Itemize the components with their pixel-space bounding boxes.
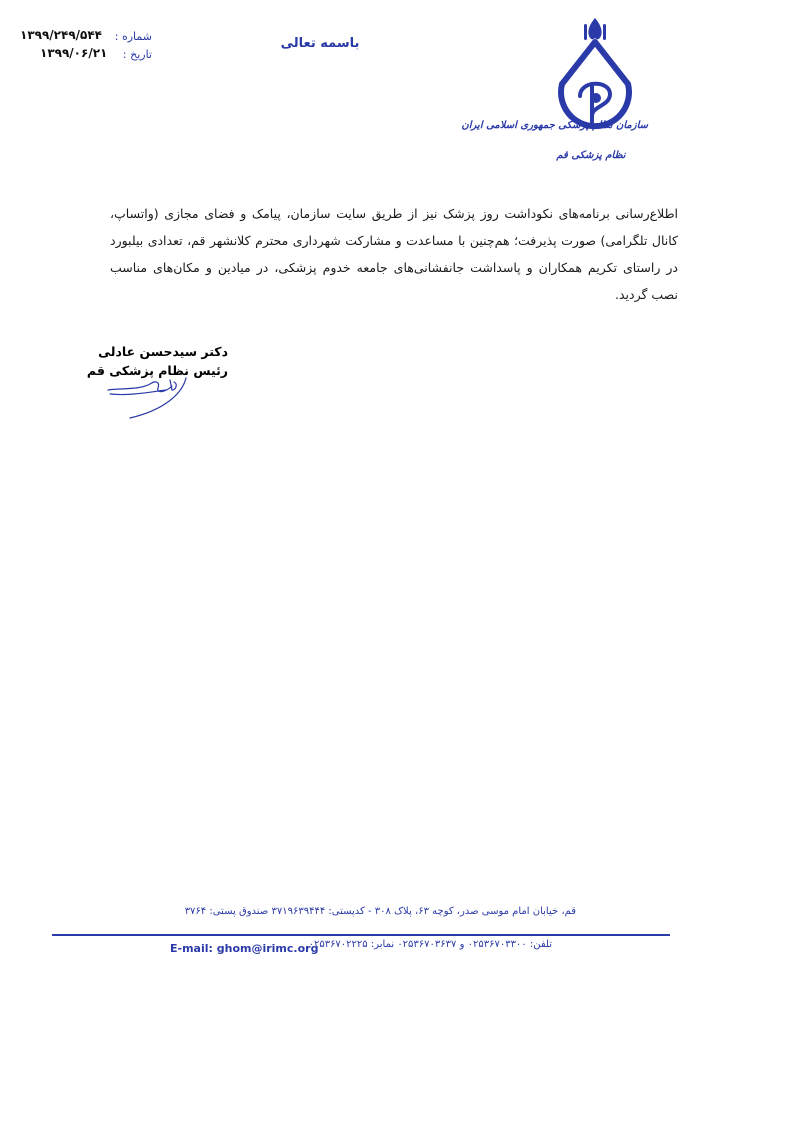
signatory-name: دکتر سیدحسن عادلی [98,344,228,359]
org-name: سازمان نظام پزشکی جمهوری اسلامی ایران [461,120,648,131]
signatory-title: رئیس نظام پزشکی قم [86,363,228,378]
handwritten-signature [100,360,210,430]
letter-body: اطلاع‌رسانی برنامه‌های نکوداشت روز پزشک نیز از طریق سایت سازمان، پیامک و فضای مجازی (واتساپ، کانال تلگرامی) صورت پذیرفت؛ هم‌چنین با مساعدت و مشارکت شهرداری محترم کلانشهر قم، تعدادی بیلبورد در راستای تکریم همکاران و پاسداشت جانفشانی‌های جامعه خدوم پزشکی، در میادین و مکان‌های مناسب نصب گردید. [110,206,678,302]
footer-email[interactable]: E-mail: ghom@irimc.org [170,942,319,955]
number-label: شماره : [114,30,152,43]
footer-divider [52,934,670,936]
branch-name: نظام پزشکی قم [556,150,626,161]
footer-phones: تلفن: ۰۲۵۳۶۷۰۳۳۰۰ و ۰۲۵۳۶۷۰۳۶۳۷ نمابر: ۰۲۵۳۶۷۰۲۲۲۵ [308,939,552,950]
footer-address: قم، خیابان امام موسی صدر، کوچه ۶۳، پلاک ۳۰۸ - کدپستی: ۳۷۱۹۶۳۹۴۴۴ صندوق پستی: ۳۷۶۴ [184,906,576,917]
letter-number: ۱۳۹۹/۲۴۹/۵۴۴ [20,28,103,42]
basmala-heading: باسمه تعالی [280,36,360,51]
date-label: تاریخ : [122,48,152,61]
letter-date: ۱۳۹۹/۰۶/۲۱ [40,46,108,60]
